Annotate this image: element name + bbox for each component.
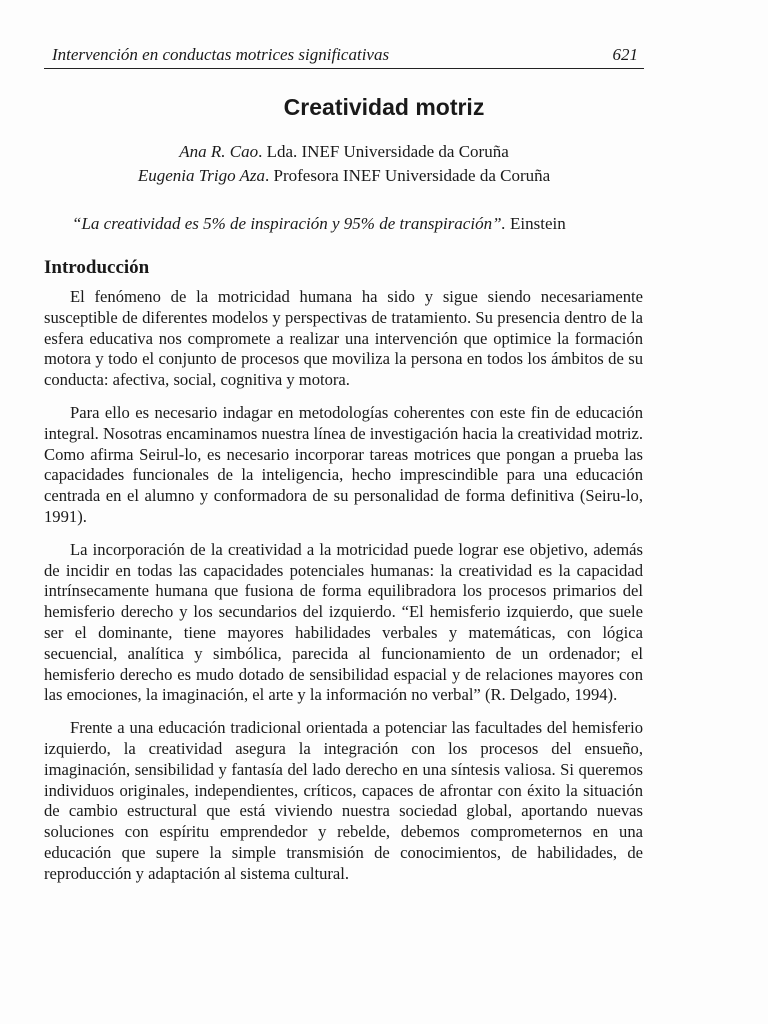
author-affiliation-2: . Profesora INEF Universidade da Coruña (265, 166, 551, 185)
epigraph (72, 213, 692, 235)
paragraph-3: La incorporación de la creatividad a la motricidad puede lograr ese objetivo, además de incidir en todas las capacidades potenciales humanas: la creatividad es la capacidad intrínsecamente humana que fusiona de forma equilibradora los procesos primarios del hemisferio derecho y los secundarios del izquierdo. “El hemisferio izquierdo, que suele ser el dominante, tiene mayores habilidades verbales y matemáticas, con lógica secuencial, analítica y simbólica, parecida al funcionamiento de un ordenador; el hemisferio derecho es mudo dotado de sensibilidad espacial y de relaciones mayores con las emociones, la imaginación, el arte y la información no verbal” (R. Delgado, 1994). (44, 539, 643, 705)
running-header (44, 44, 644, 69)
paragraph-1: El fenómeno de la motricidad humana ha sido y sigue siendo necesariamente susceptible de diferentes modelos y perspectivas de tratamiento. Su presencia dentro de la esfera educativa nos compromete a realizar una intervención que optimice la formación motora y todo el conjunto de procesos que moviliza la persona en todos los ámbitos de su conducta: afectiva, social, cognitiva y motora. (44, 287, 643, 390)
epigraph-quote: “La creatividad es 5% de inspiración y 95% de transpiración”. (72, 214, 506, 233)
author-line-1 (0, 141, 688, 163)
page-number: 621 (612, 45, 638, 64)
epigraph-attribution: Einstein (505, 214, 566, 233)
running-header-title: Intervención en conductas motrices significativas (52, 45, 390, 64)
author-affiliation-1: . Lda. INEF Universidade da Coruña (258, 142, 509, 161)
paragraph-4: Frente a una educación tradicional orientada a potenciar las facultades del hemisferio izquierdo, la creatividad asegura la integración con los procesos del ensueño, imaginación, sensibilidad y fantasía del lado derecho en una síntesis valiosa. Si queremos individuos originales, independientes, críticos, capaces de afrontar con éxito la situación de cambio estructural que está viviendo nuestra sociedad global, aportando nuevas soluciones con espíritu emprendedor y rebelde, debemos comprometernos en una educación que supere la simple transmisión de conocimientos, de habilidades, de reproducción y adaptación al sistema cultural. (44, 718, 643, 883)
body-text (44, 287, 643, 897)
paragraph-2: Para ello es necesario indagar en metodologías coherentes con este fin de educación integral. Nosotras encaminamos nuestra línea de investigación hacia la creatividad motriz. Como afirma Seirul-lo, es necesario incorporar tareas motrices que pongan a prueba las capacidades funcionales de la inteligencia, hecho imprescindible para una educación centrada en el alumno y conformadora de su personalidad de forma definitiva (Seiru-lo, 1991). (44, 402, 643, 526)
author-line-2 (0, 165, 688, 187)
article-title: Creatividad motriz (283, 94, 485, 120)
section-heading: Introducción (44, 257, 150, 278)
author-name-2: Eugenia Trigo Aza (137, 166, 266, 185)
author-name-1: Ana R. Cao (179, 142, 259, 161)
